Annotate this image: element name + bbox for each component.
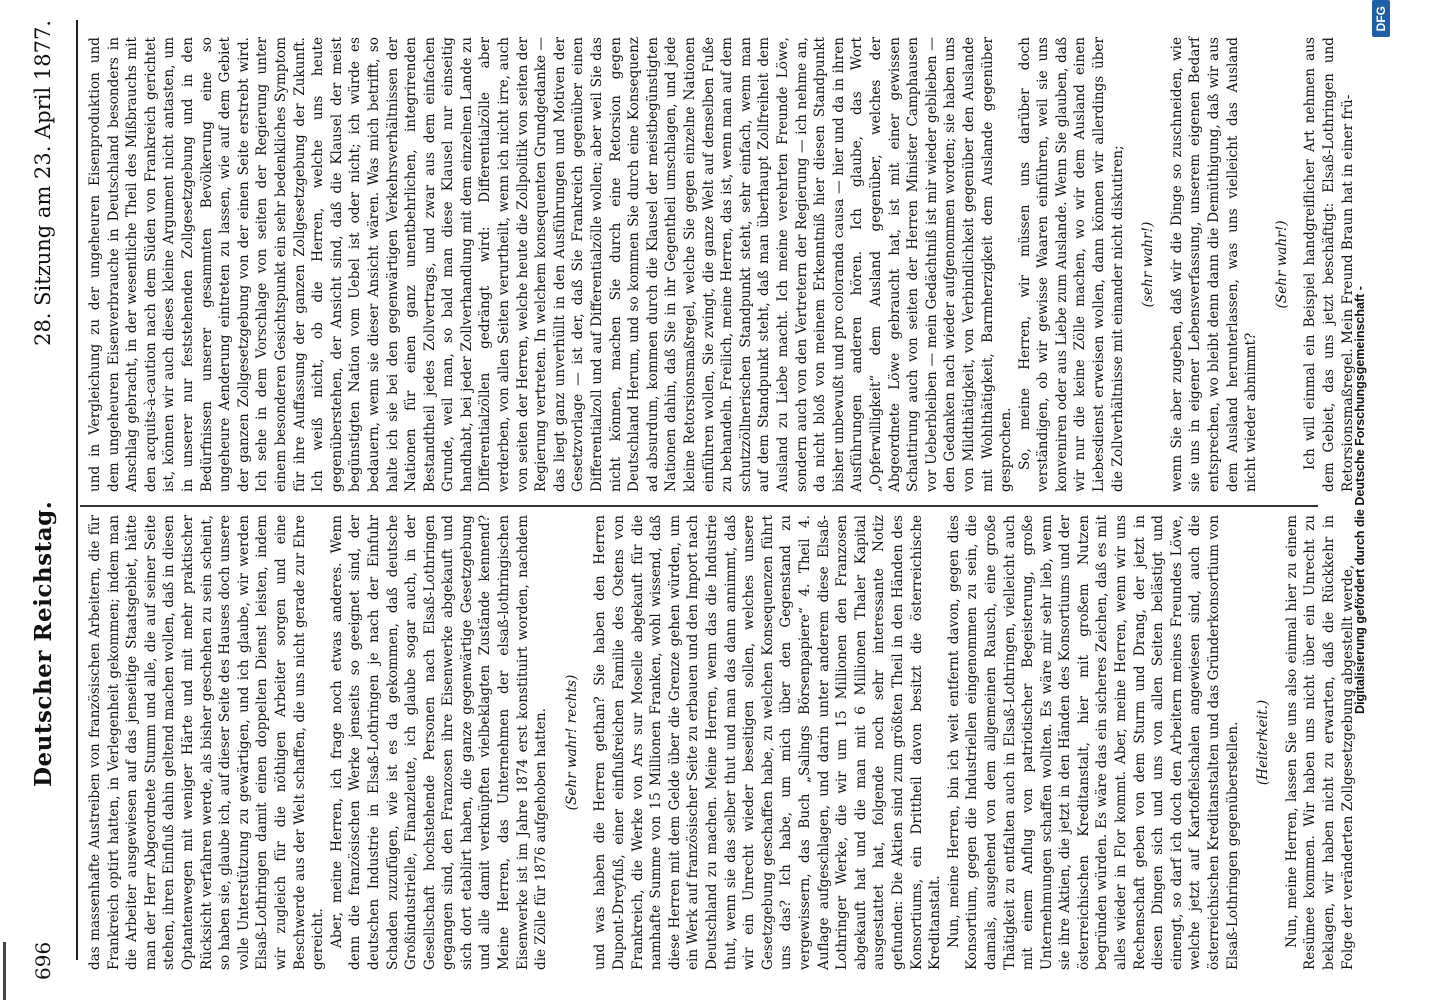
column-divider (80, 505, 1318, 507)
paragraph: und was haben die Herren gethan? Sie haben den Herren Dupont-Dreyfuß, einer einflußreichen Familie des Ostens von Frankreich, die Werke von Ars sur Moselle abgekauft für die namhafte Summe von 15 Millionen Franken, wohl wissend, daß diese Herren mit dem Gelde über die Grenze gehen würden, um ein Werk auf französischer Seite zu erbauen und den Import nach Deutschland zu machen. Meine Herren, wenn das die Industrie thut, wenn sie das selber thut und man das dann annimmt, daß wir ein Unrecht wieder beseitigen sollen, welches unsere Gesetzgebung geschaffen habe, zu welchen Konsequenzen führt uns das? Ich habe, um mich über den Gegenstand zu vergewissern, das Buch „Salings Börsenpapiere“ 4. Theil 4. Auflage aufgeschlagen, und darin unter anderem diese Elsaß-Lothringer Werke, die wir um 15 Millionen den Franzosen abgekauft hat und die man mit 6 Millionen Thaler Kapital ausgestattet hat, folgende noch sehr interessante Notiz gefunden: Die Aktien sind zum größten Theil in den Händen des Konsortiums, ein Drittheil davon besitzt die österreichische Kreditanstalt. (592, 515, 944, 970)
publication-title: Deutscher Reichstag. (29, 500, 57, 787)
scan-corner-mark (0, 940, 10, 1000)
paragraph: So, meine Herren, wir müssen uns darüber doch verständigen, ob wir gewisse Waaren einführen, weil sie uns konveniren oder aus Liebe zum Auslande. Wenn Sie glauben, daß wir nur die keine Zölle machen, wo wir dem Ausland einen Liebesdienst erweisen wollen, dann können wir allerdings über die Zollverhältnisse mit einander nicht diskutiren; (1016, 37, 1126, 492)
paragraph: Aber, meine Herren, ich frage noch etwas anderes. Wenn denn die französischen Werke jenseits so geeignet sind, der deutschen Industrie in Elsaß-Lothringen je nach der Einfuhr Schaden zuzufügen, wie ist es da gekommen, daß deutsche Großindustrielle, Finanzleute, ich glaube sogar auch, in der Gesellschaft hochstehende Personen nach Elsaß-Lothringen gegangen sind, den Franzosen ihre Eisenwerke abgekauft und sich dort etablirt haben, die ganze gegenwärtige Gesetzgebung und alle damit verknüpften vielbeklagten Zustände kennend? Meine Herren, das Unternehmen der elsaß-lothringischen Eisenwerke ist im Jahre 1874 erst konstituirt worden, nachdem die Zölle für 1876 aufgehoben hatten. (328, 515, 550, 970)
dfg-logo (1371, 0, 1391, 120)
right-column (86, 37, 1356, 492)
paragraph: wenn Sie aber zugeben, daß wir die Dinge so zuschneiden, wie sie uns in eigener Lebensverfassung, unserem eigenen Bedarf entsprechen, wo bleibt denn dann die Demüthigung, daß wir aus dem Ausland herunterlassen, was uns vielleicht das Ausland nicht wieder abnimmt? (1168, 37, 1260, 492)
paragraph: und in Vergleichung zu der ungeheuren Eisenproduktion und dem ungeheuren Eisenverbrauche in Deutschland besonders in Anschlag gebracht, in der wesentliche Theil des Mißbrauchs mit den acquits-à-caution nach dem Süden von Frankreich gerichtet ist, können wir auch dieses kleine Argument nicht antasten, um in unserer nur feststehenden Zollgesetzgebung und in den Bedürfnissen unserer gesammten Bevölkerung eine so ungeheure Aenderung eintreten zu lassen, wie auf dem Gebiet der ganzen Zollgesetzgebung von der einen Seite erstrebt wird. Ich sehe in dem Vorschlage von seiten der Regierung unter einem besonderen Gesichtspunkt ein sehr bedenkliches Symptom für ihre Auffassung der ganzen Zollgesetzgebung der Zukunft. Ich weiß nicht, ob die Herren, welche uns heute gegenüberstehen, der Ansicht sind, daß die Klausel der meist begünstigten Nation vom Uebel ist oder nicht; ich würde es bedauern, wenn sie dieser Ansicht wären. Was mich betrifft, so halte ich sie bei den gegenwärtigen Verkehrsverhältnissen der Nationen für einen ganz unentbehrlichen, integrirenden Bestandtheil jedes Zollvertrags, und zwar aus dem einfachen Grunde, weil man, so bald man diese Klausel nur einseitig handhabt, bei jeder Zollverhandlung mit dem einzelnen Lande zu Differentialzöllen gedrängt wird: Differentialzölle aber verderben, von allen Seiten verurtheilt, wenn ich nicht irre, auch von seiten der Herren, welche heute die Zollpolitik von seiten der Regierung vertreten. In welchem konsequenten Grundgedanke — das liegt ganz unverhüllt in den Ausführungen und Motiven der Gesetzvorlage — ist der, daß Sie Frankreich gegenüber einen Differentialzoll und auf Differentialzölle wollen; aber weil Sie das nicht können, machen Sie durch eine Retorsion gegen Deutschland Herum, und so kommen Sie durch eine Konsequenz ad absurdum, kommen durch die Klausel der meistbegünstigten Nationen dahin, daß Sie in ihr Gegentheil umschlagen, und jede kleine Retorsionsmaßregel, welche Sie gegen einzelne Nationen einführen wollen, Sie zwingt, die ganze Welt auf denselben Fuße zu behandeln. Freilich, meine Herren, das ist, wenn man auf dem schutzzöllnerischen Standpunkt steht, sehr einfach, wenn man auf dem Standpunkt steht, daß man überhaupt Zollfreiheit dem Ausland zu Liebe macht. Ich meine verehrten Freunde Löwe, sondern auch von den Vertretern der Regierung — ich nehme an, da nicht bloß von meinem Erkenntniß hier diesen Standpunkt bisher unbewußt und pro coloranda causa — hier und da in ihren Ausführungen anderen hören. Ich glaube, das Wort „Opferwilligkeit“ dem Ausland gegenüber, welches der Abgeordnete Löwe gebraucht hat, ist mit einer gewissen Schattirung auch von seiten der Herren Minister Camphausen vor Ueberbleiben — mein Gedächtniß ist mir wieder geblieben — den Gedanken nach wieder aufgenommen worden; sie haben uns von Mildthätigkeit, von Verbindlichkeit gegenüber den Auslande mit Wohlthätigkeit, Barmherzigkeit dem Auslande gegenüber gesprochen. (87, 37, 1015, 492)
interjection: (Sehr wahr!) (1273, 220, 1290, 309)
left-column (86, 515, 1356, 970)
paragraph: Ich will einmal ein Beispiel handgreiflicher Art nehmen aus dem Gebiet, das uns jetzt beschäftigt: Elsaß-Lothringen und Retorsionsmaßregel. Mein Freund Braun hat in einer frü- (1302, 37, 1356, 492)
paragraph: Nun, meine Herren, bin ich weit entfernt davon, gegen dies Konsortium, gegen die Industriellen eingenommen zu sein, die damals, ausgehend von dem allgemeinen Rausch, eine große Thätigkeit zu entfalten auch in Elsaß-Lothringen, vielleicht auch mit einem Anflug von patriotischer Begeisterung, große Unternehmungen schaffen wollten. Es wäre mir sehr lieb, wenn sie ihre Aktien, die jetzt in den Händen des Konsortiums und der österreichischen Kreditanstalt, hier mit großem Nutzen begründen würden. Es wäre das ein sicheres Zeichen, daß es mit alles wieder in Flor kommt. Aber, meine Herren, wenn wir uns Rechenschaft geben von dem Sturm und Drang, der jetzt in diesen Dingen sich und uns von allen Seiten belästigt und einengt, so darf ich doch den Arbeitern meines Freundes Löwe, welche jetzt auf Kartoffelschalen angewiesen sind, auch die österreichischen Kreditanstalten und das Gründerkonsortium von Elsaß-Lothringen gegenüberstellen. (945, 515, 1241, 970)
page-header (14, 20, 72, 980)
interjection: (Sehr wahr! rechts) (563, 674, 580, 811)
digitization-credit: Digitalisierung gefördert durch die Deutsche Forschungsgemeinschaft - (1353, 286, 1367, 714)
interjection: (Heiterkeit.) (1255, 699, 1272, 786)
paragraph: Nun, meine Herren, lassen Sie uns also einmal hier zu einem Resümee kommen. Wir haben uns nicht über ein Unrecht zu beklagen, wir haben nicht zu erwarten, daß die Rückkehr in Folge der veränderten Zollgesetzgebung abgestellt werde, (1283, 515, 1356, 970)
header-rule (76, 20, 78, 960)
interjection: (sehr wahr!) (1140, 221, 1157, 308)
paragraph: das massenhafte Austreiben von französischen Arbeitern, die für Frankreich optirt hatten, in Verlegenheit gekommen; indem man die Arbeiter ausgewiesen auf das jenseitige Staatsgebiet, hätte man der Herr Abgeordnete Stumm und alle, die auf seiner Seite stehen, ihren Einfluß dahin geltend machen wollen, daß in diesen Optantenwegen mit weniger Härte und mit mehr praktischer Rücksicht verfahren werde, als bisher geschehen zu sein scheint, so haben sie, glaube ich, auf dieser Seite des Hauses doch unsere volle Unterstützung zu gewärtigen, und ich glaube, wir werden Elsaß-Lothringen damit einen doppelten Dienst leisten, indem wir zugleich für die nöthigen Arbeiter sorgen und eine Beschwerde aus der Welt schaffen, die uns nicht gerade zur Ehre gereicht. (87, 515, 327, 970)
session-date: 28. Sitzung am 23. April 1877. (31, 20, 55, 346)
page-number: 696 (31, 941, 55, 980)
dfg-badge: DFG (1372, 0, 1390, 37)
